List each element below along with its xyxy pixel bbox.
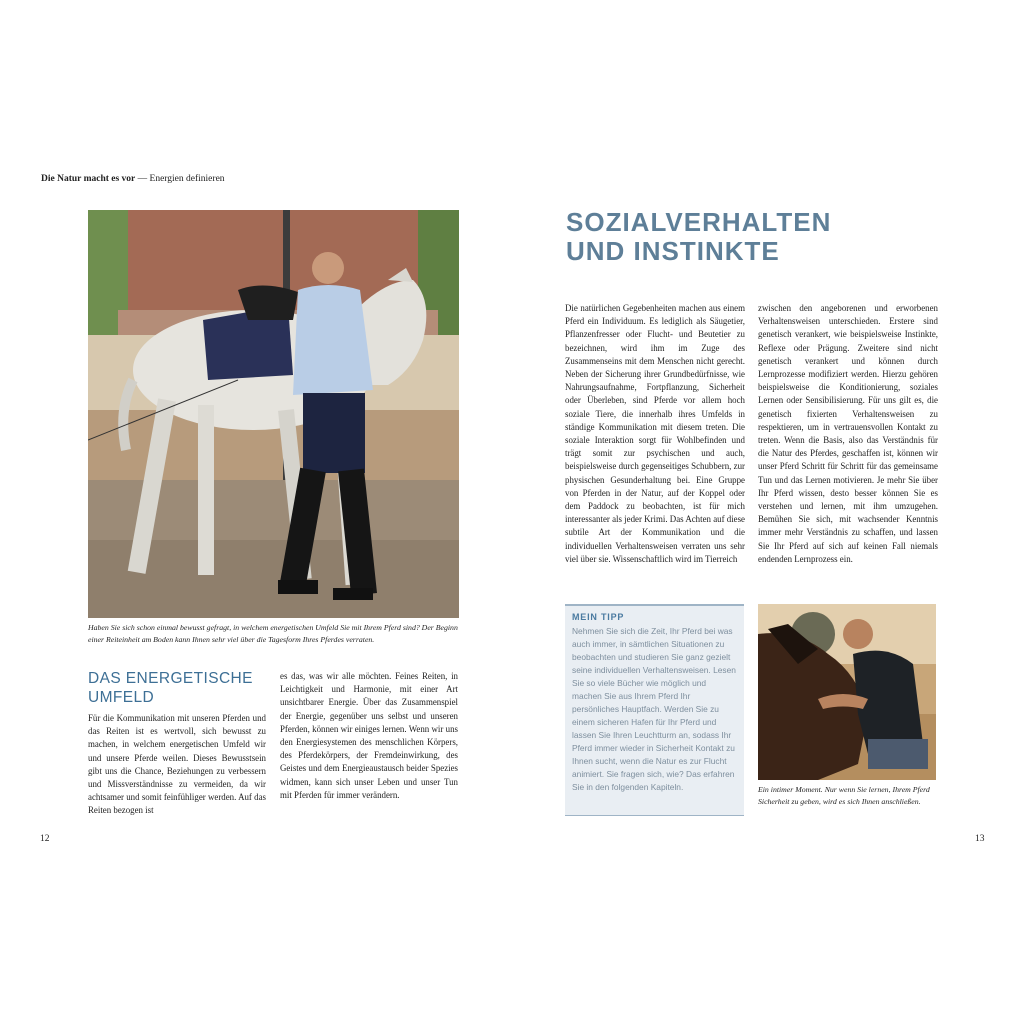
right-body-column-1: Die natürlichen Gegebenheiten machen aus einem Pferd ein Individuum. Es lediglich als Säugetier, Pflanzenfresser oder Flucht- und Beutetier zu bezeichnen, wird ihm im Zuge des Zusammenseins mit dem Menschen nicht gerecht. Neben der Sicherung ihrer Grundbedürfnisse, wie Nahrungsaufnahme, Fortpflanzung, Sicherheit oder Überleben, sind Pferde vor allem hoch soziale Tiere, die innerhalb ihres Umfelds in ständige Kommunikation mit diesem treten. Die soziale Interaktion sorgt für Wohlbefinden und trägt somit zur psychischen und auch, beispielsweise durch gegenseitiges Schubbern, zur physischen Gesunderhaltung bei. Eine Gruppe von Pferden in der Natur, auf der Koppel oder dem Paddock zu beobachten, ist für mich interessanter als jeder Krimi. Das Achten auf diese subtile Art der Kommunikation und die individuellen Verhaltensweisen verraten uns sehr viel über sie. Wissenschaftlich wird im Tierreich xyxy=(565,303,745,564)
tip-text: Nehmen Sie sich die Zeit, Ihr Pferd bei was auch immer, in sämtlichen Situationen zu beobachten und studieren Sie ganz gezielt seine individuellen Verhaltensweisen. Lesen Sie so viele Bücher wie möglich und machen Sie aus Ihrem Pferd Ihr persönliches Hauptfach. Werden Sie zu einem sicheren Hafen für Ihr Pferd und lassen Sie Ihren Leuchtturm an, sodass Ihr Pferd immer wieder in Sicherheit Kontakt zu Ihnen sucht, wenn die Natur es zur Flucht animiert. Sie fragen sich, wie? Das erfahren Sie in den folgenden Kapiteln. xyxy=(572,626,736,792)
small-photo-man-with-horse xyxy=(758,604,936,780)
page-number-right: 13 xyxy=(975,834,985,844)
left-body-column-2: es das, was wir alle möchten. Feines Reiten, in Leichtigkeit und Harmonie, mit einer Art unsichtbarer Energie. Über das Zusammenspiel der Energie, gegenüber uns selbst und unseren Pferden, können wir einiges lernen. Wenn wir uns den Energiesystemen des menschlichen Körpers, des Pferdekörpers, der Fremdeinwirkung, des Geistes und dem Energieaustausch beider Spezies widmen, kann sich unser Leben und unser Tun mit Pferden für immer verändern. xyxy=(280,671,458,800)
right-body-column-2: zwischen den angeborenen und erworbenen Verhaltensweisen unterschieden. Erstere sind genetisch verankert, wie beispielsweise Instinkte, Reflexe oder Prägung. Zweitere sind nicht genetisch verankert und können durch Lernprozesse modifiziert werden. Hierzu gehören beispielsweise die Konditionierung, soziales Lernen oder Sensibilisierung. Für uns gilt es, die genetisch fixierten Verhaltensweisen zu respektieren, um in vertrauensvollen Kontakt zu treten. Wenn die Basis, also das Verständnis für die Natur des Pferdes, geschaffen ist, können wir unser Pferd Schritt für Schritt für das gemeinsame Tun und das Lernen motivieren. Je mehr Sie über Ihr Pferd wissen, desto besser können Sie es verstehen und lernen, mit ihm umzugehen. Bemühen Sie sich, mit wachsender Kenntnis immer mehr Verständnis zu schaffen, und lassen Sie Ihr Pferd auf sich auf keinen Fall niemals endenden Lernprozess ein. xyxy=(758,303,938,564)
main-photo-caption: Haben Sie sich schon einmal bewusst gefragt, in welchem energetischen Umfeld Sie mit Ihrem Pferd sind? Der Beginn einer Reiteinheit am Boden kann Ihnen sehr viel über die Tagesform Ihres Pferdes verraten. xyxy=(88,623,458,644)
page-number-left: 12 xyxy=(40,834,50,844)
main-photo-horse-and-trainer xyxy=(88,210,459,618)
running-head-chapter: Die Natur macht es vor xyxy=(41,174,136,184)
tip-box xyxy=(565,604,744,816)
left-body-column-1: Für die Kommunikation mit unseren Pferden und das Reiten ist es wertvoll, sich bewusst zu machen, in welchem energetischen Umfeld wir und unsere Pferde weilen. Dieses Bewusstsein gibt uns die Chance, Beziehungen zu verbessern und Missverständnisse zu vermeiden, da wir achtsamer und somit feinfühliger werden. Auf das Reiten bezogen ist xyxy=(88,713,266,816)
small-photo-caption: Ein intimer Moment. Nur wenn Sie lernen, Ihrem Pferd Sicherheit zu geben, wird es sich Ihnen anschließen. xyxy=(758,785,930,806)
subheading-energetic-environment: DAS ENERGETISCHE UMFELD xyxy=(88,670,253,706)
chapter-title-line-2: UND INSTINKTE xyxy=(566,236,780,266)
chapter-title xyxy=(566,208,946,266)
running-head xyxy=(41,174,225,184)
chapter-title-line-1: SOZIALVERHALTEN xyxy=(566,207,832,237)
tip-heading: MEIN TIPP xyxy=(572,612,625,622)
running-head-separator: — xyxy=(137,174,148,184)
running-head-section: Energien definieren xyxy=(149,174,225,184)
